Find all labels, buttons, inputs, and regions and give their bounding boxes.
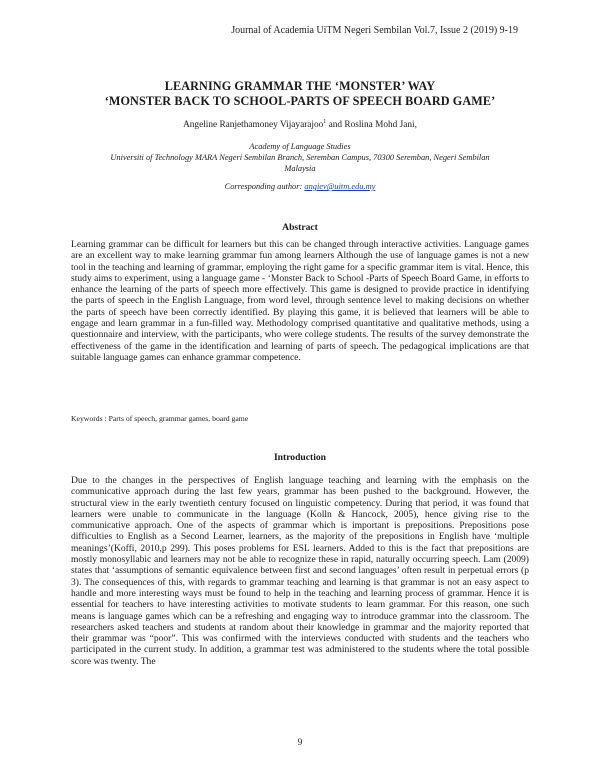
corresponding-label: Corresponding author:: [224, 182, 305, 191]
introduction-text: Due to the changes in the perspectives of English language teaching and learning with the emphasis on the communicative approach during the last few years, grammar has been pushed to the background. However, the structural view in the early twentieth century focused on linguistic competency. During that period, it was found that learners were unable to communicate in the language (Kolln & Hancock, 2005), hence giving rise to the communicative approach. One of the aspects of grammar which is important is prepositions. Prepositions pose difficulties to English as a Second Learner, learners, as the majority of the prepositions in English have ‘multiple meanings’(Koffi, 2010,p 299). This poses problems for ESL learners. Added to this is the fact that prepositions are mostly monosyllabic and learners may not be able to recognize these in rapid, naturally occurring speech. Lam (2009) states that ‘assumptions of semantic equivalence between first and second languages’ often result in perpetual errors (p 3). The consequences of this, with regards to grammar teaching and learning is that grammar is not an easy aspect to handle and more interesting ways must be found to help in the teaching and learning process of grammar. Hence it is essential for teachers to have interesting activities to motivate students to learn grammar. For this reason, one such means is language games which can be a refreshing and engaging way to introduce grammar into the classroom. The researchers asked teachers and students at random about their knowledge in grammar and the majority reported that their grammar was “poor”. This was confirmed with the interviews conducted with students and the teachers who participated in the current study. In addition, a grammar test was administered to the students where the total possible score was twenty. The: [71, 475, 529, 667]
affiliation-line-3: Malaysia: [284, 164, 316, 173]
keywords: Keywords : Parts of speech, grammar games, board game: [71, 414, 249, 423]
author-first-affil-mark: 1: [323, 118, 327, 125]
paper-title-line-2: ‘MONSTER BACK TO SCHOOL-PARTS OF SPEECH BOARD GAME’: [104, 94, 496, 108]
affiliation-line-2: Universiti of Technology MARA Negeri Sembilan Branch, Seremban Campus, 70300 Seremban, Negeri Sembilan: [110, 153, 490, 162]
author-first: Angeline Ranjethamoney Vijayarajoo: [183, 120, 324, 130]
author-rest: and Roslina Mohd Jani,: [326, 120, 417, 130]
corresponding-author: [0, 182, 600, 191]
abstract-heading: Abstract: [282, 222, 318, 233]
author-list: [0, 120, 600, 130]
abstract-text: Learning grammar can be difficult for learners but this can be changed through interactive activities. Language games are an excellent way to make learning grammar fun among learners Although the use of language games is not a new tool in the teaching and learning of grammar, employing the right game for a specific grammar item is vital. Hence, this study aims to experiment, using a language game - ‘Monster Back to School -Parts of Speech Board Game, in efforts to enhance the learning of the parts of speech more effectively. This game is designed to provide practice in identifying the parts of speech in the English Language, from word level, through sentence level to making decisions on whether the parts of speech have been correctly identified. By playing this game, it is believed that learners will be able to engage and learn grammar in a fun-filled way. Methodology comprised quantitative and qualitative methods, using a questionnaire and interview, with the participants, who were college students. The results of the survey demonstrate the effectiveness of the game in the identification and learning of parts of speech. The pedagogical implications are that suitable language games can enhance grammar competence.: [71, 239, 529, 363]
page-number: 9: [297, 738, 303, 748]
corresponding-email-link[interactable]: angiev@uitm.edu.my: [304, 182, 376, 191]
running-head: Journal of Academia UiTM Negeri Sembilan Vol.7, Issue 2 (2019) 9-19: [231, 25, 518, 36]
affiliation-line-1: Academy of Language Studies: [249, 142, 351, 151]
paper-title-line-1: LEARNING GRAMMAR THE ‘MONSTER’ WAY: [164, 79, 436, 93]
introduction-heading: Introduction: [273, 452, 327, 463]
